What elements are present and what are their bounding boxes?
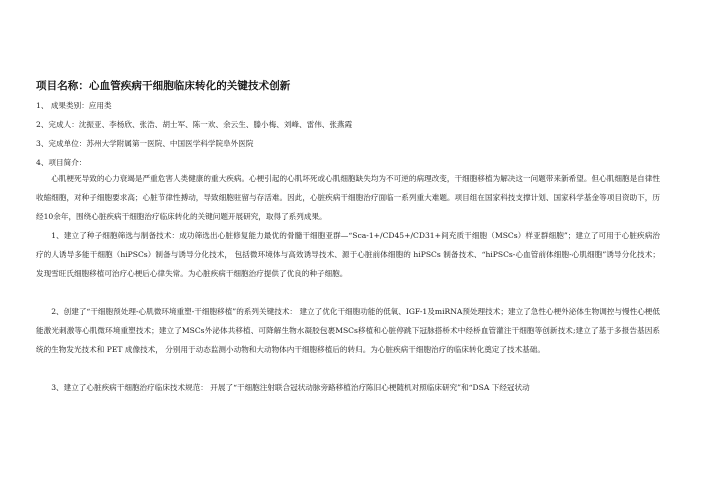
seed-cell-paragraph: 1、建立了种子细胞筛选与制备技术：成功筛选出心脏修复能力最优的骨髓干细胞亚群—“Sca-1+/CD45+/CD31+间充质干细胞（MSCs）样亚群细胞”；建立了可用于心脏疾病治疗的人诱导多能干细胞（hiPSCs）制备与诱导分化技术， 包括微环境体与高效诱导技术、源于心脏前体细胞的 hiPSCs 制备技术、“hiPSCs-心血管前体细胞-心肌细胞”诱导分化技术；发现雪旺氏细胞移植可治疗心梗后心律失常。为心脏疾病干细胞治疗提供了优良的种子细胞。 xyxy=(36,231,660,278)
summary-heading: 4、项目简介： xyxy=(36,158,87,167)
clinical-standard-paragraph: 3、建立了心脏疾病干细胞治疗临床技术规范： 开展了“干细胞注射联合冠状动脉旁路移植治疗陈旧心梗随机对照临床研究”和“DSA 下经冠状动 xyxy=(51,383,530,392)
institutions: 3、完成单位：苏州大学附属第一医院、中国医学科学院阜外医院 xyxy=(36,139,254,148)
project-title: 项目名称：心血管疾病干细胞临床转化的关键技术创新 xyxy=(36,80,291,92)
intro-paragraph: 心肌梗死导致的心力衰竭是严重危害人类健康的重大疾病。心梗引起的心肌坏死或心肌细胞缺失均为不可逆的病理改变，干细胞移植为解决这一问题带来新希望。但心肌细胞是自律性收缩细胞，对种子细胞要求高；心脏节律性搏动，导致细胞驻留与存活难。因此，心脏疾病干细胞治疗面临一系列重大难题。项目组在国家科技支撑计划、国家科学基金等项目资助下，历经10余年，围绕心脏疾病干细胞治疗临床转化的关键问题开展研究，取得了系列成果。 xyxy=(36,174,660,221)
achievement-category: 1、 成果类别：应用类 xyxy=(36,101,112,110)
key-technology-paragraph: 2、创建了“干细胞预处理-心肌微环境重塑-干细胞移植”的系列关键技术： 建立了优化干细胞功能的低氧、IGF-1及miRNA预处理技术；建立了急性心梗外泌体生物调控与慢性心梗低能激光刺激等心肌微环境重塑技术；建立了MSCs外泌体共移植、可降解生物水凝胶包裹MSCs移植和心脏停跳下冠脉搭桥术中经桥血管灌注干细胞等创新技术;建立了基于多报告基因系统的生物发光技术和 PET 成像技术， 分别用于动态监测小动物和大动物体内干细胞移植后的转归。为心脏疾病干细胞治疗的临床转化奠定了技术基础。 xyxy=(36,307,660,354)
contributors: 2、完成人：沈振亚、李杨欣、张浩、胡士军、陈一欢、余云生、滕小梅、刘峰、雷伟、张燕霞 xyxy=(36,120,353,129)
